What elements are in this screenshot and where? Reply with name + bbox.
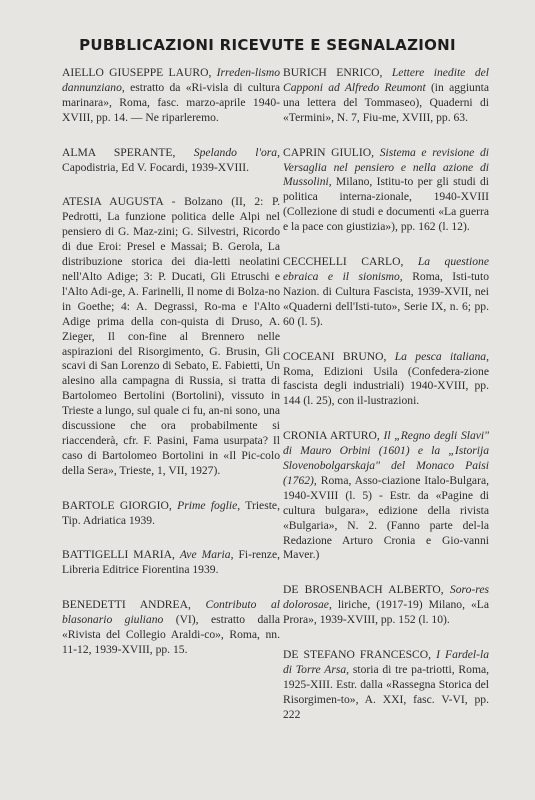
entry-benedetti [62,598,280,658]
entry-details: (VI), estratto dalla «Rivista del Collegio Araldi-co», Roma, nn. 11-12, 1939-XVIII, pp. 15. [62,613,281,656]
entry-details: estratto da «Ri-visla di cultura marinara», Roma, fasc. marzo-aprile 1940-XVIII, pp. 14. — Ne riparleremo. [62,80,280,124]
entry-title: Soro-res dolorosae, [283,583,489,612]
entry-author: DE STEFANO FRANCESCO, [283,648,432,662]
entry-author: COCEANI BRUNO, [283,349,387,363]
entry-details: Trieste, Tip. Adriatica 1939. [62,498,280,527]
entry-cronia [283,429,489,563]
entry-author: AIELLO GIUSEPPE LAURO, [62,66,212,79]
entry-aiello [62,66,280,126]
entry-details: Roma, Isti-tuto Nazion. di Cultura Fascista, 1939-XVII, nei «Quaderni dell'Isti-tuto», Serie IX, n. 6; pp. 60 (l. 5). [283,269,490,328]
entry-cecchelli [283,255,489,330]
entry-burich [283,66,489,126]
entry-author: BENEDETTI ANDREA, [62,598,191,612]
entry-bartole [62,499,280,529]
entry-de-brosenbach [283,583,489,628]
entry-de-stefano [283,648,489,723]
entry-details: Capodistria, Ed V. Focardi, 1939-XVIII. [62,160,249,174]
entry-title: Contributo al blasonario giuliano [62,598,280,627]
entry-title: Ave Maria, [179,548,234,562]
entry-author: ALMA SPERANTE, [62,145,176,159]
entry-title: La questione ebraica e il sionismo, [283,255,489,283]
entry-title: Prime foglie, [177,498,241,512]
page-heading: PUBBLICAZIONI RICEVUTE E SEGNALAZIONI [79,36,456,54]
left-column [62,66,280,658]
entry-alma [62,146,280,176]
entry-author: CRONIA ARTURO, [283,429,380,443]
entry-title: Irreden-lismo dannunziano, [62,66,280,94]
right-column [283,66,489,723]
entry-author: CAPRIN GIULIO, [283,145,375,159]
entry-author: BURICH ENRICO, [283,66,383,79]
entry-caprin [283,146,489,235]
entry-author: CECCHELLI CARLO, [283,255,404,269]
entry-title: I Fardel-la di Torre Arsa, [283,648,489,676]
entry-details: Roma, Edizioni Usila (Confedera-zione fascista degli industriali) 1940-XVIII, pp. 144 (l. 25), con il-lustrazioni. [283,364,489,408]
entry-author: DE BROSENBACH ALBERTO, [283,583,444,597]
entry-details: storia di tre pa-triotti, Roma, 1925-XIII. Estr. dalla «Rassegna Storica del Risorgimen-to», A. XXI, fasc. V-VI, pp. 222 [283,663,490,721]
entry-author: BATTIGELLI MARIA, [62,548,175,562]
entry-author: BARTOLE GIORGIO, [62,498,172,512]
entry-author: ATESIA AUGUSTA - Bolzano (II, 2: [62,195,264,209]
entry-battigelli [62,548,280,578]
entry-title: Lettere inedite del Capponi ad Alfredo Reumont [283,66,489,94]
entry-coceani [283,350,489,410]
entry-title: La pesca italiana, [394,349,489,363]
entry-details: (in aggiunta una lettera del Tommaseo), Quaderni di «Termini», N. 7, Fiu-me, XVIII, pp. 63. [283,80,489,124]
entry-details: Fi-renze, Libreria Editrice Fiorentina 1939. [62,548,280,577]
entry-details: P. Pedrotti, La funzione politica delle Alpi nel pensiero di G. Maz-zini; G. Silvestri, Ricordo di due Eroi: Presel e Massai; B. Gerola, La distribuzione storica dei dia-letti neolatini nell'Alto Adige; 3: P. Ducati, Gli Etruschi e l'Alto Adi-ge, A. Farinelli, Il nome di Bolza-no in Goethe; 4: A. Degrassi, Ro-ma e l'Alto Adige prima della con-quista di Druso, A. Zieger, Il con-fine al Brennero nelle aspirazioni del Risorgimento, G. Brusin, Gli scavi di San Lorenzo di Sebato, E. Fabietti, Un alesino alla campagna di Russia, si tratta di Bartolomeo Bertolini (Bortolini), vissuto in Trieste a lungo, sul quale ci fu, an-ni sono, una discussione che ora probabilmente si riaccenderà, cfr. F. Pasini, Fama usurpata? Il caso di Bartolomeo Bortolini in «Il Pic-colo della Sera», Trieste, 1, VII, 1927). [62,195,280,477]
entry-title: Il „Regno degli Slavi" di Mauro Orbini (1601) e la „Istorija Slovenobolgarskaja" del Monaco Paisi (1762), [283,429,489,487]
entry-atesia [62,195,280,478]
entry-details: liriche, (1917-19) Milano, «La Prora», 1939-XVIII, pp. 152 (l. 10). [283,598,489,627]
entry-details: Milano, Istitu-to per gli studi di politica interna-zionale, 1940-XVIII (Collezione di studi e documenti «La guerra e la pace con giustizia»), pp. 162 (l. 12). [283,175,489,234]
entry-details: Roma, Asso-ciazione Italo-Bulgara, 1940-XVIII (l. 5) - Estr. da «Pagine di cultura bulgara», edizione della rivista «Bulgaria», N. 2. (Fanno parte del-la Redazione Arturo Cronia e Gio-vanni Maver.) [283,473,489,562]
entry-title: Sistema e revisione di Versaglia nel pensiero e nella azione di Mussolini, [283,145,489,189]
entry-title: Spelando l'ora, [193,145,280,159]
